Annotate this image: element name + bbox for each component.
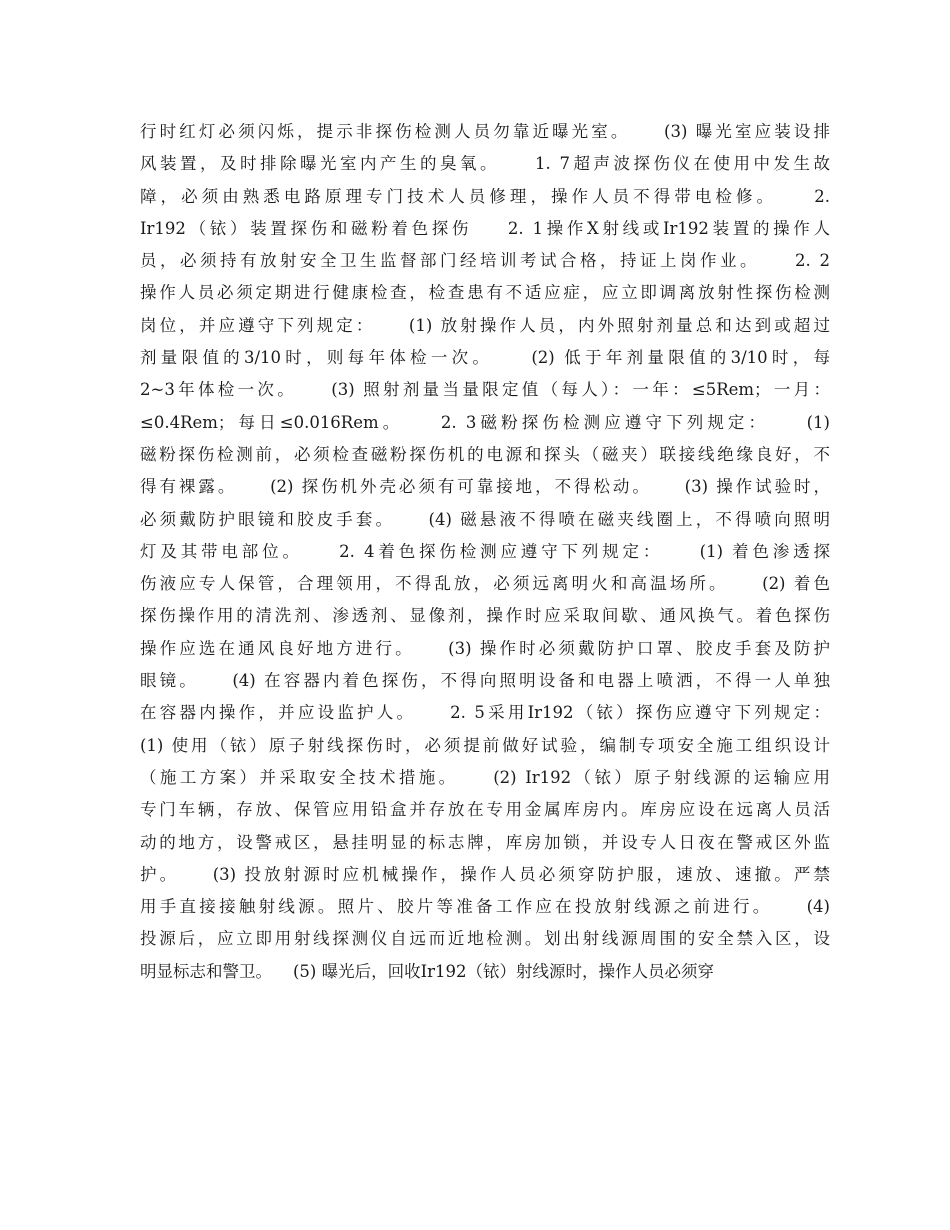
text-line: Ir192（铱）装置探伤和磁粉着色探伤 2. 1操作X射线或Ir192装置的操作人 (140, 218, 830, 238)
text-line: 得有裸露。 (2) 探伤机外壳必须有可靠接地，不得松动。 (3) 操作试验时， (140, 477, 830, 497)
text-line: 必须戴防护眼镜和胶皮手套。 (4) 磁悬液不得喷在磁夹线圈上，不得喷向照明 (140, 509, 830, 529)
text-line: 磁粉探伤检测前，必须检查磁粉探伤机的电源和探头（磁夹）联接线绝缘良好，不 (140, 444, 830, 464)
text-line: 明显标志和警卫。 (5) 曝光后，回收Ir192（铱）射线源时，操作人员必须穿 (140, 961, 714, 981)
text-line: 专门车辆，存放、保管应用铅盒并存放在专用金属库房内。库房应设在远离人员活 (140, 800, 830, 820)
text-line: 探伤操作用的清洗剂、渗透剂、显像剂，操作时应采取间歇、通风换气。着色探伤 (140, 606, 830, 626)
text-line: (1) 使用（铱）原子射线探伤时，必须提前做好试验，编制专项安全施工组织设计 (140, 735, 830, 755)
text-line: 在容器内操作，并应设监护人。 2. 5采用Ir192（铱）探伤应遵守下列规定： (140, 703, 830, 723)
text-line: 员，必须持有放射安全卫生监督部门经培训考试合格，持证上岗作业。 2. 2 (140, 251, 830, 271)
text-line: 岗位，并应遵守下列规定： (1) 放射操作人员，内外照射剂量总和达到或超过 (140, 315, 830, 335)
text-line: ≤0.4Rem；每日≤0.016Rem。 2. 3磁粉探伤检测应遵守下列规定： (1) (140, 412, 830, 432)
text-line: 用手直接接触射线源。照片、胶片等准备工作应在投放射线源之前进行。 (4) (140, 897, 830, 917)
text-line: 操作应选在通风良好地方进行。 (3) 操作时必须戴防护口罩、胶皮手套及防护 (140, 638, 830, 658)
text-line: 行时红灯必须闪烁，提示非探伤检测人员勿靠近曝光室。 (3) 曝光室应装设排 (140, 122, 830, 141)
text-line: 灯及其带电部位。 2. 4着色探伤检测应遵守下列规定： (1) 着色渗透探 (140, 541, 830, 561)
text-line: 2~3年体检一次。 (3) 照射剂量当量限定值（每人）：一年：≤5Rem；一月： (140, 380, 830, 400)
text-line: 护。 (3) 投放射源时应机械操作，操作人员必须穿防护服，速放、速撤。严禁 (140, 864, 830, 884)
text-line: （施工方案）并采取安全技术措施。 (2) Ir192（铱）原子射线源的运输应用 (140, 767, 830, 787)
text-line: 伤液应专人保管，合理领用，不得乱放，必须远离明火和高温场所。 (2) 着色 (140, 574, 830, 594)
text-line: 风装置，及时排除曝光室内产生的臭氧。 1. 7超声波探伤仪在使用中发生故 (140, 154, 830, 174)
text-line: 眼镜。 (4) 在容器内着色探伤，不得向照明设备和电器上喷洒，不得一人单独 (140, 671, 830, 691)
text-line: 障，必须由熟悉电路原理专门技术人员修理，操作人员不得带电检修。 2. (140, 186, 830, 206)
text-line: 操作人员必须定期进行健康检查，检查患有不适应症，应立即调离放射性探伤检测 (140, 283, 830, 303)
body-text (140, 116, 830, 988)
text-line: 动的地方，设警戒区，悬挂明显的标志牌，库房加锁，并设专人日夜在警戒区外监 (140, 832, 830, 852)
text-line: 投源后，应立即用射线探测仪自远而近地检测。划出射线源周围的安全禁入区，设 (140, 929, 830, 949)
text-line: 剂量限值的3/10时，则每年体检一次。 (2) 低于年剂量限值的3/10时，每 (140, 348, 830, 368)
